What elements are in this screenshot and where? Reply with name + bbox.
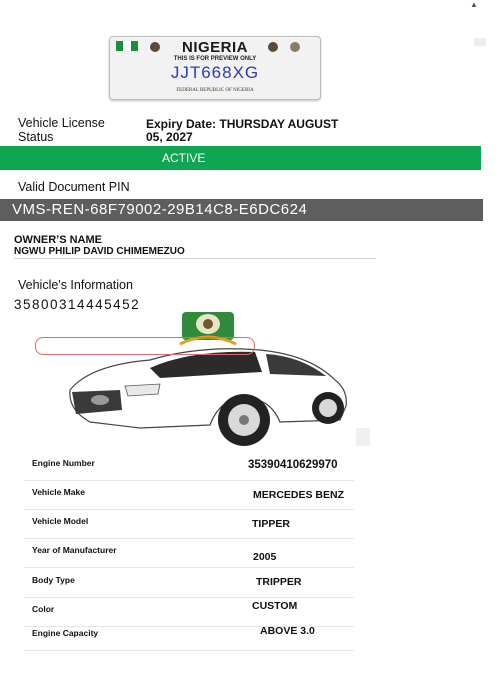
expiry-date — [146, 118, 356, 144]
spec-row-engine-capacity — [24, 622, 354, 651]
spec-value: CUSTOM — [252, 600, 298, 612]
spec-row-engine-number — [24, 452, 354, 481]
document-pin-label: Valid Document PIN — [18, 180, 130, 194]
scroll-up-icon[interactable]: ▲ — [470, 0, 478, 9]
plate-number: JJT668XG — [170, 63, 260, 82]
spec-value: ABOVE 3.0 — [260, 625, 315, 637]
plate-country: NIGERIA — [181, 39, 248, 56]
spec-value: TRIPPER — [256, 576, 302, 588]
spec-value: MERCEDES BENZ — [253, 489, 345, 501]
document-pin-bar — [0, 199, 483, 221]
spec-value: 35390410629970 — [248, 459, 338, 471]
spec-value: TIPPER — [252, 518, 290, 530]
status-text: ACTIVE — [162, 151, 206, 165]
owner-name: NGWU PHILIP DAVID CHIMEMEZUO — [14, 246, 185, 257]
spec-label: Vehicle Model — [32, 516, 89, 526]
vehicle-info-label: Vehicle's Information — [18, 278, 133, 292]
license-plate — [109, 36, 321, 100]
expiry-value: THURSDAY AUGUST 05, 2027 — [146, 117, 339, 144]
expiry-prefix: Expiry Date: — [146, 117, 217, 131]
car-image — [30, 310, 360, 450]
spec-label: Engine Capacity — [32, 628, 99, 638]
document-pin: VMS-REN-68F79002-29B14C8-E6DC624 — [12, 201, 308, 218]
spec-label: Color — [32, 604, 55, 614]
spec-label: Body Type — [32, 575, 75, 585]
owner-label: OWNER’S NAME — [14, 234, 102, 246]
spec-row-vehicle-model — [24, 510, 354, 539]
status-badge — [0, 146, 481, 170]
license-status-label: Vehicle License Status — [18, 116, 105, 144]
spec-label: Year of Manufacturer — [32, 545, 117, 555]
vehicle-id-number: 35800314445452 — [14, 297, 141, 312]
scrollbar-thumb[interactable] — [474, 38, 486, 46]
spec-value: 2005 — [253, 551, 277, 563]
scroll-indicator — [356, 428, 370, 446]
plate-preview-note: THIS IS FOR PREVIEW ONLY — [173, 56, 257, 62]
plate-footer: FEDERAL REPUBLIC OF NIGERIA — [176, 88, 254, 93]
divider — [14, 258, 376, 259]
highlight-field — [35, 337, 255, 355]
spec-row-vehicle-make — [24, 481, 354, 510]
spec-label: Vehicle Make — [32, 487, 85, 497]
spec-label: Engine Number — [32, 458, 95, 468]
spec-row-year — [24, 539, 354, 568]
spec-row-body-type — [24, 569, 354, 598]
